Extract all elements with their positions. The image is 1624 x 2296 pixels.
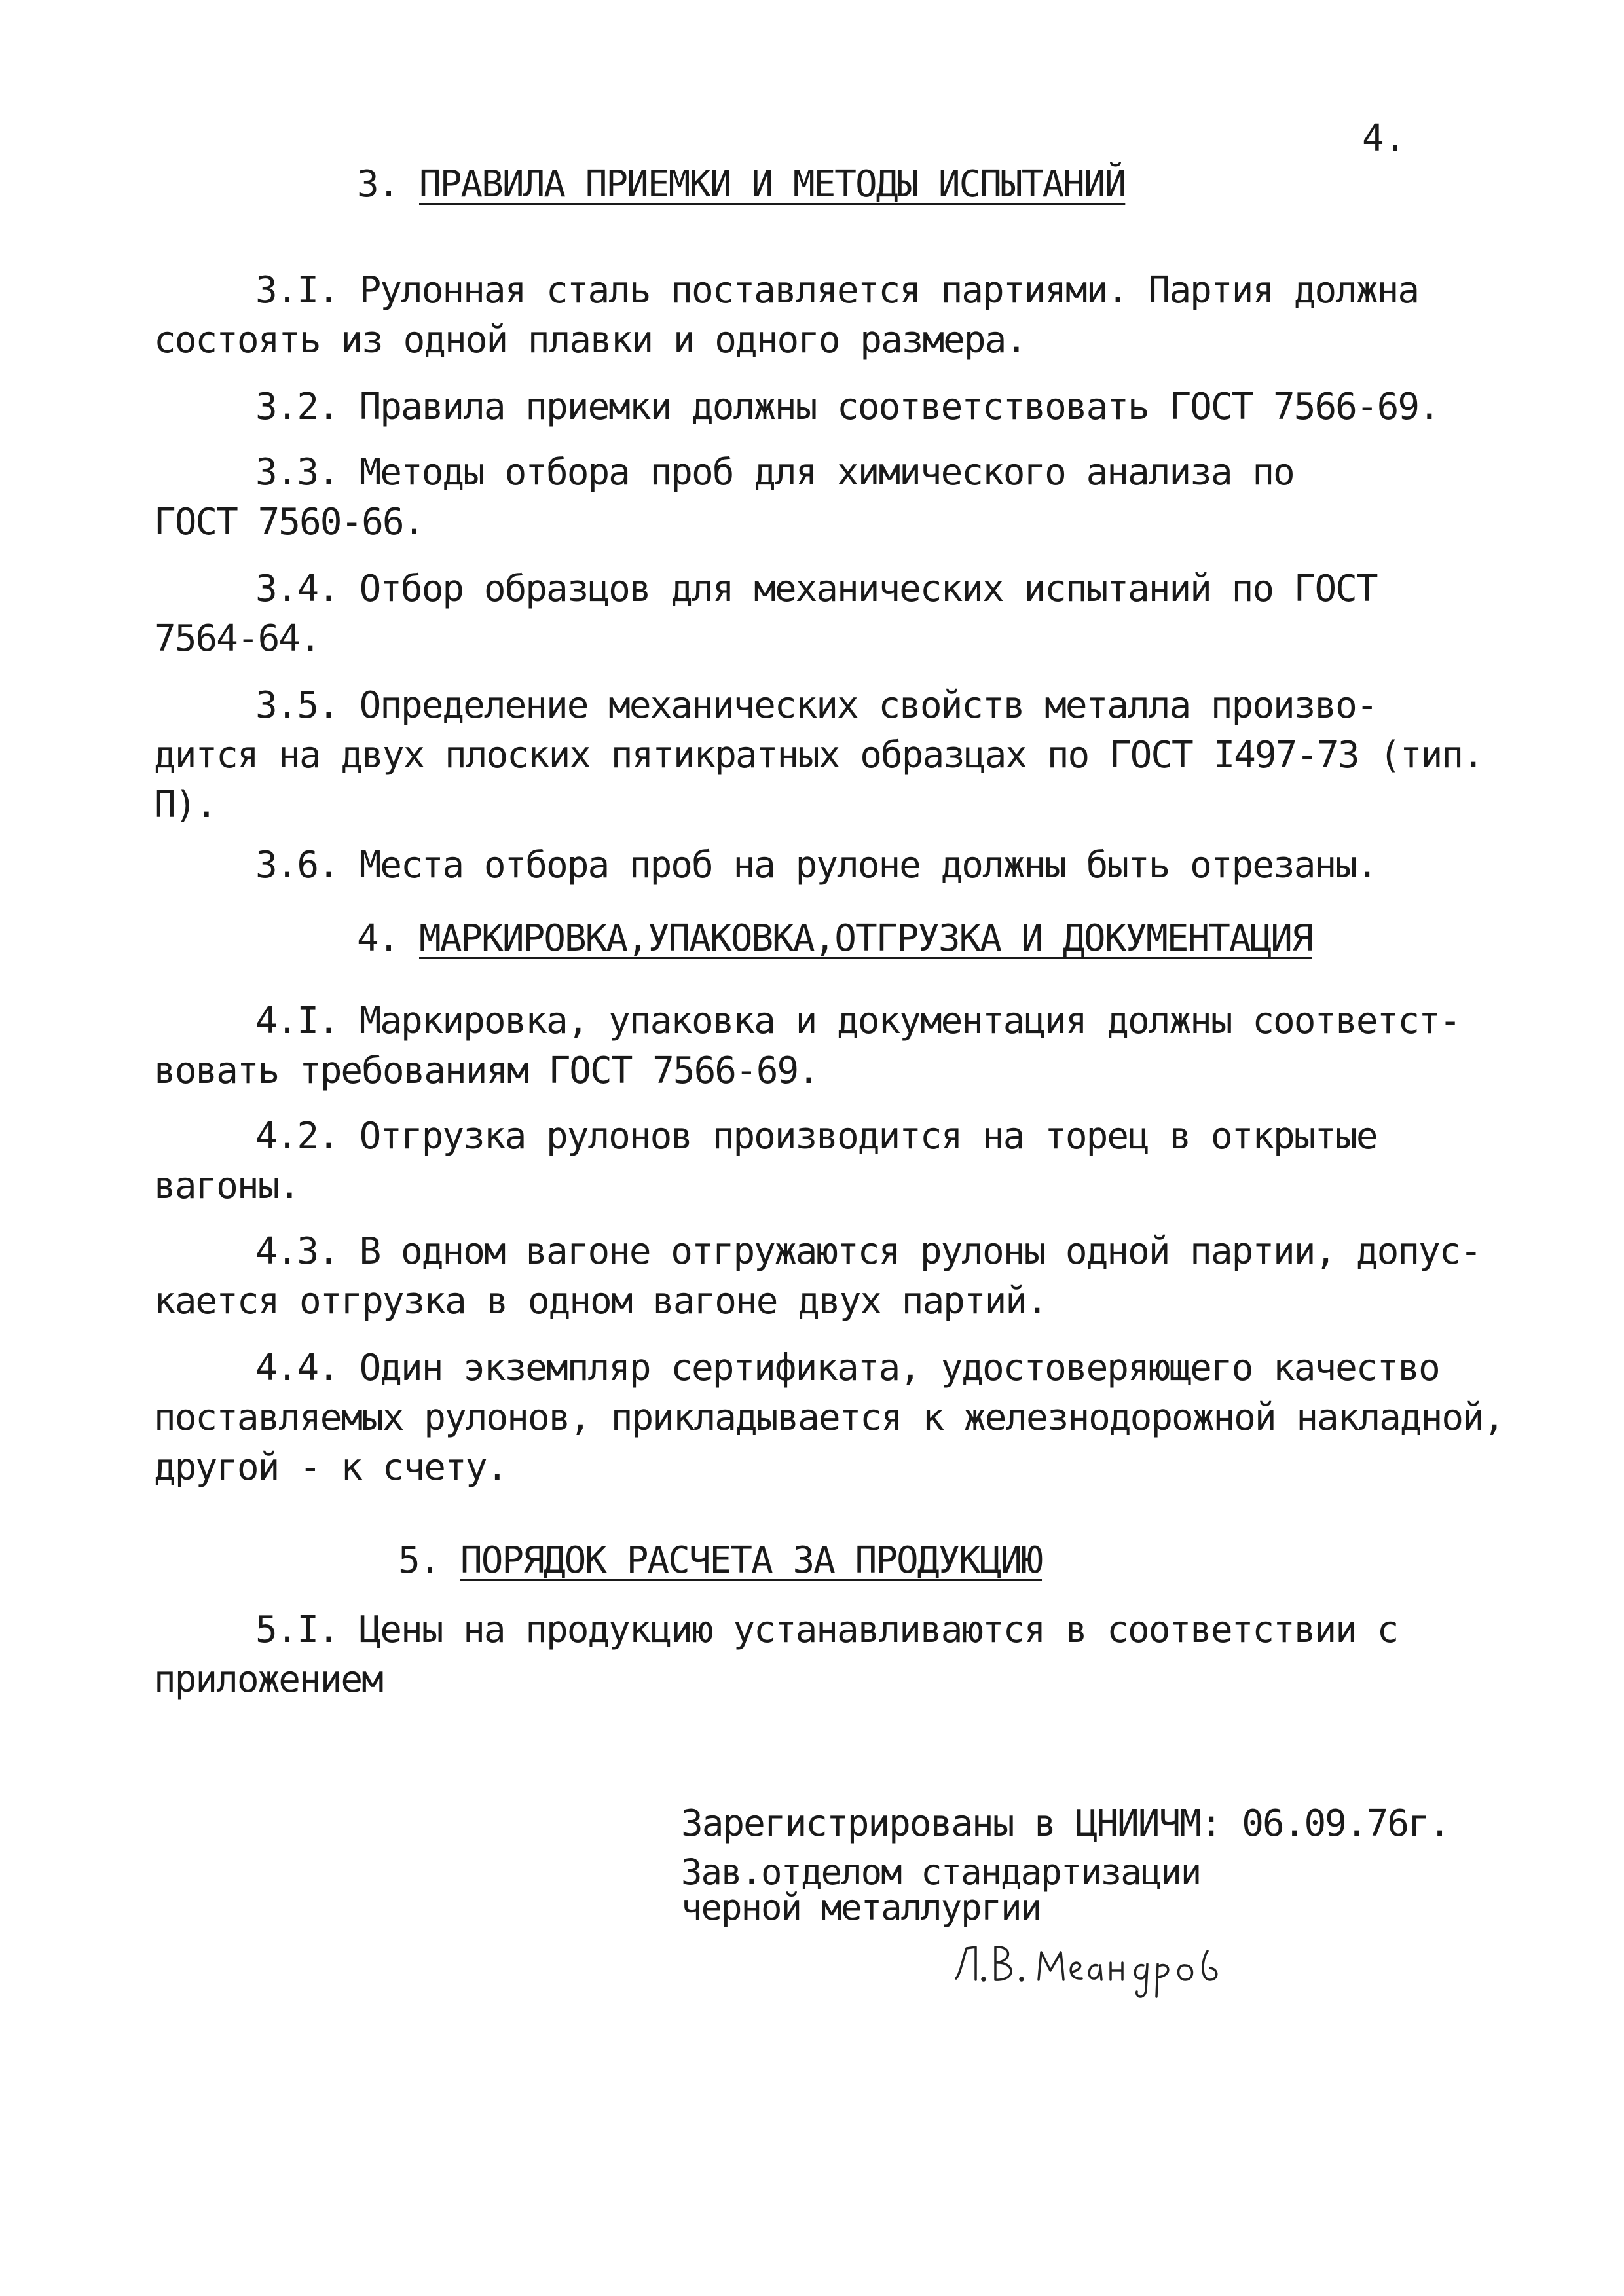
paragraph-3-4-line-2: 7564-64. xyxy=(154,617,320,660)
paragraph-4-1-line-1: 4.I. Маркировка, упаковка и документация должны соответст- xyxy=(255,1000,1460,1042)
paragraph-4-2-line-2: вагоны. xyxy=(154,1165,300,1207)
department-title-line-2: черной металлургии xyxy=(681,1887,1041,1928)
paragraph-3-3-line-2: ГОСТ 7560-66. xyxy=(154,501,424,543)
paragraph-5-1-line-2: приложением xyxy=(154,1658,382,1701)
handwritten-signature xyxy=(950,1931,1244,2003)
section-3-heading-number: 3. xyxy=(357,163,399,206)
paragraph-3-4-line-1: 3.4. Отбор образцов для механических испытаний по ГОСТ xyxy=(255,568,1377,610)
section-5-heading: ПОРЯДОК РАСЧЕТА ЗА ПРОДУКЦИЮ xyxy=(460,1539,1043,1582)
department-title-line-1: Зав.отделом стандартизации xyxy=(681,1851,1201,1893)
paragraph-4-4-line-3: другой - к счету. xyxy=(154,1446,507,1489)
paragraph-3-1-line-1: 3.I. Рулонная сталь поставляется партиями. Партия должна xyxy=(255,269,1419,312)
paragraph-3-5-line-2: дится на двух плоских пятикратных образцах по ГОСТ I497-73 (тип. xyxy=(154,734,1483,776)
registration-line: Зарегистрированы в ЦНИИЧМ: 06.09.76г. xyxy=(681,1802,1450,1845)
paragraph-3-3-line-1: 3.3. Методы отбора проб для химического анализа по xyxy=(255,451,1294,494)
paragraph-4-4-line-2: поставляемых рулонов, прикладывается к железнодорожной накладной, xyxy=(154,1396,1504,1439)
paragraph-4-3-line-2: кается отгрузка в одном вагоне двух партий. xyxy=(154,1280,1047,1322)
paragraph-4-2-line-1: 4.2. Отгрузка рулонов производится на торец в открытые xyxy=(255,1115,1377,1157)
paragraph-3-5-line-1: 3.5. Определение механических свойств металла произво- xyxy=(255,684,1377,727)
paragraph-3-6-line-1: 3.6. Места отбора проб на рулоне должны быть отрезаны. xyxy=(255,844,1377,886)
paragraph-3-5-line-3: П). xyxy=(154,784,217,826)
section-5-heading-number: 5. xyxy=(398,1539,440,1582)
section-3-heading: ПРАВИЛА ПРИЕМКИ И МЕТОДЫ ИСПЫТАНИЙ xyxy=(419,163,1126,206)
paragraph-3-1-line-2: состоять из одной плавки и одного размера. xyxy=(154,319,1027,361)
page-number: 4. xyxy=(1362,117,1407,160)
paragraph-3-2-line-1: 3.2. Правила приемки должны соответствовать ГОСТ 7566-69. xyxy=(255,386,1439,428)
paragraph-4-4-line-1: 4.4. Один экземпляр сертификата, удостоверяющего качество xyxy=(255,1347,1439,1389)
section-4-heading: МАРКИРОВКА,УПАКОВКА,ОТГРУЗКА И ДОКУМЕНТАЦИЯ xyxy=(419,917,1312,960)
paragraph-5-1-line-1: 5.I. Цены на продукцию устанавливаются в соответствии с xyxy=(255,1609,1398,1651)
paragraph-4-3-line-1: 4.3. В одном вагоне отгружаются рулоны одной партии, допус- xyxy=(255,1230,1481,1273)
paragraph-4-1-line-2: вовать требованиям ГОСТ 7566-69. xyxy=(154,1049,819,1092)
section-4-heading-number: 4. xyxy=(357,917,399,960)
